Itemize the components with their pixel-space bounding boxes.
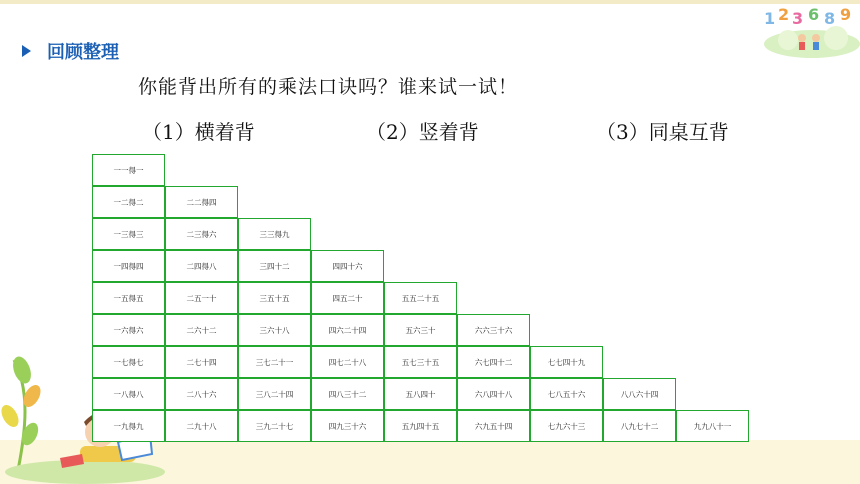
section-title: 回顾整理 bbox=[47, 42, 119, 63]
svg-text:2: 2 bbox=[778, 5, 790, 24]
table-cell: 五八四十 bbox=[384, 378, 457, 410]
table-cell: 一七得七 bbox=[92, 346, 165, 378]
table-cell: 七八五十六 bbox=[530, 378, 603, 410]
table-cell: 二九十八 bbox=[165, 410, 238, 442]
table-cell: 三五十五 bbox=[238, 282, 311, 314]
table-cell: 二六十二 bbox=[165, 314, 238, 346]
table-cell: 四四十六 bbox=[311, 250, 384, 282]
table-cell: 五七三十五 bbox=[384, 346, 457, 378]
method-vertical: （2）竖着背 bbox=[366, 120, 479, 144]
table-cell: 五五二十五 bbox=[384, 282, 457, 314]
svg-text:8: 8 bbox=[824, 9, 836, 28]
table-cell: 二二得四 bbox=[165, 186, 238, 218]
table-cell: 一六得六 bbox=[92, 314, 165, 346]
question-text: 你能背出所有的乘法口诀吗？谁来试一试！ bbox=[138, 76, 519, 98]
table-cell: 七九六十三 bbox=[530, 410, 603, 442]
method-partner: （3）同桌互背 bbox=[596, 120, 729, 144]
table-cell: 四九三十六 bbox=[311, 410, 384, 442]
method-horizontal: （1）横着背 bbox=[142, 120, 255, 144]
table-cell: 四七二十八 bbox=[311, 346, 384, 378]
table-cell: 二五一十 bbox=[165, 282, 238, 314]
svg-text:3: 3 bbox=[792, 9, 804, 28]
table-cell: 四八三十二 bbox=[311, 378, 384, 410]
table-cell: 六七四十二 bbox=[457, 346, 530, 378]
svg-text:1: 1 bbox=[764, 9, 776, 28]
table-cell: 一二得二 bbox=[92, 186, 165, 218]
table-cell: 二八十六 bbox=[165, 378, 238, 410]
table-cell: 九九八十一 bbox=[676, 410, 749, 442]
table-cell: 一四得四 bbox=[92, 250, 165, 282]
table-cell: 一三得三 bbox=[92, 218, 165, 250]
table-cell: 五九四十五 bbox=[384, 410, 457, 442]
table-cell: 四六二十四 bbox=[311, 314, 384, 346]
table-cell: 六八四十八 bbox=[457, 378, 530, 410]
table-cell: 三八二十四 bbox=[238, 378, 311, 410]
table-cell: 一九得九 bbox=[92, 410, 165, 442]
table-cell: 八八六十四 bbox=[603, 378, 676, 410]
table-cell: 一一得一 bbox=[92, 154, 165, 186]
table-cell: 三九二十七 bbox=[238, 410, 311, 442]
table-cell: 三七二十一 bbox=[238, 346, 311, 378]
table-cell: 一八得八 bbox=[92, 378, 165, 410]
svg-text:9: 9 bbox=[840, 5, 852, 24]
table-cell: 七七四十九 bbox=[530, 346, 603, 378]
table-cell: 二三得六 bbox=[165, 218, 238, 250]
table-cell: 一五得五 bbox=[92, 282, 165, 314]
table-cell: 三三得九 bbox=[238, 218, 311, 250]
table-cell: 六九五十四 bbox=[457, 410, 530, 442]
table-cell: 五六三十 bbox=[384, 314, 457, 346]
svg-text:6: 6 bbox=[808, 5, 820, 24]
table-cell: 三四十二 bbox=[238, 250, 311, 282]
table-cell: 三六十八 bbox=[238, 314, 311, 346]
table-cell: 二四得八 bbox=[165, 250, 238, 282]
table-cell: 二七十四 bbox=[165, 346, 238, 378]
table-cell: 八九七十二 bbox=[603, 410, 676, 442]
table-cell: 六六三十六 bbox=[457, 314, 530, 346]
table-cell: 四五二十 bbox=[311, 282, 384, 314]
